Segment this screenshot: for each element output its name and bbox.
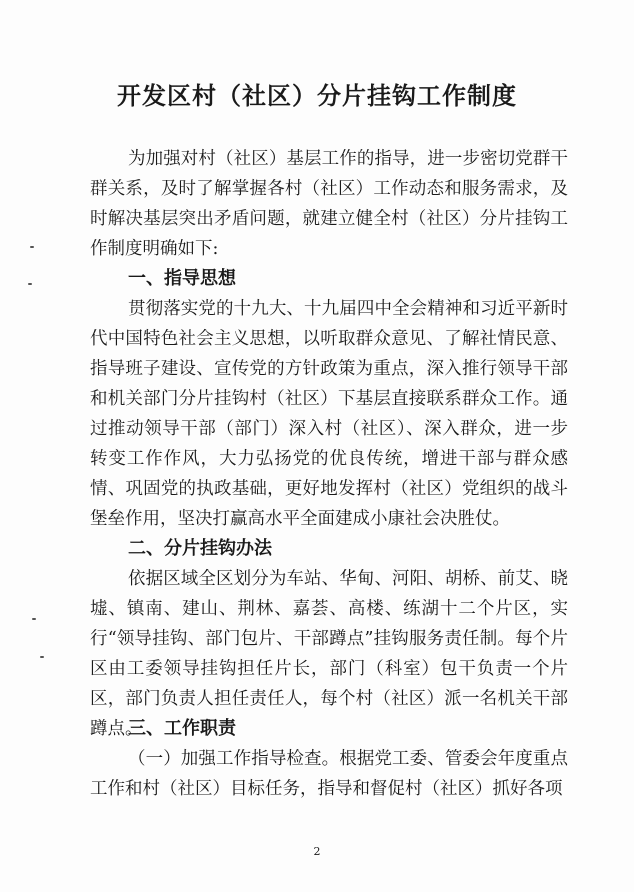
section2-heading: 二、分片挂钩办法 xyxy=(128,538,272,559)
scan-speck xyxy=(28,283,32,285)
scan-speck xyxy=(40,656,44,658)
section1-body: 贯彻落实党的十九大、十九届四中全会精神和习近平新时代中国特色社会主义思想，以听取群众意见、了解社情民意、指导班子建设、宣传党的方针政策为重点，深入推行领导干部和机关部门分片挂钩村（社区）下基层直接联系群众工作。通过推动领导干部（部门）深入村（社区）、深入群众，进一步转变工作作风，大力弘扬党的优良传统，增进干部与群众感情、巩固党的执政基础，更好地发挥村（社区）党组织的战斗堡垒作用，坚决打赢高水平全面建成小康社会决胜仗。 xyxy=(90,299,568,529)
page-number: 2 xyxy=(313,845,321,858)
section1-heading: 一、指导思想 xyxy=(128,268,236,289)
scan-speck xyxy=(30,246,34,248)
section3-heading: 三、工作职责 xyxy=(128,718,236,739)
section3-body: （一）加强工作指导检查。根据党工委、管委会年度重点工作和村（社区）目标任务，指导和督促村（社区）抓好各项 xyxy=(90,749,568,799)
section2-body: 依据区域全区划分为车站、华甸、河阳、胡桥、前艾、晓墟、镇南、建山、荆林、嘉荟、高楼、练湖十二个片区，实行“领导挂钩、部门包片、干部蹲点”挂钩服务责任制。每个片区由工委领导挂钩担任片长，部门（科室）包干负责一个片区，部门负责人担任责任人，每个村（社区）派一名机关干部蹲点。 xyxy=(90,569,568,739)
document-title: 开发区村（社区）分片挂钩工作制度 xyxy=(117,82,517,110)
scan-speck xyxy=(32,618,36,620)
intro-paragraph: 为加强对村（社区）基层工作的指导，进一步密切党群干群关系，及时了解掌握各村（社区）工作动态和服务需求，及时解决基层突出矛盾问题，就建立健全村（社区）分片挂钩工作制度明确如下: xyxy=(90,149,568,259)
